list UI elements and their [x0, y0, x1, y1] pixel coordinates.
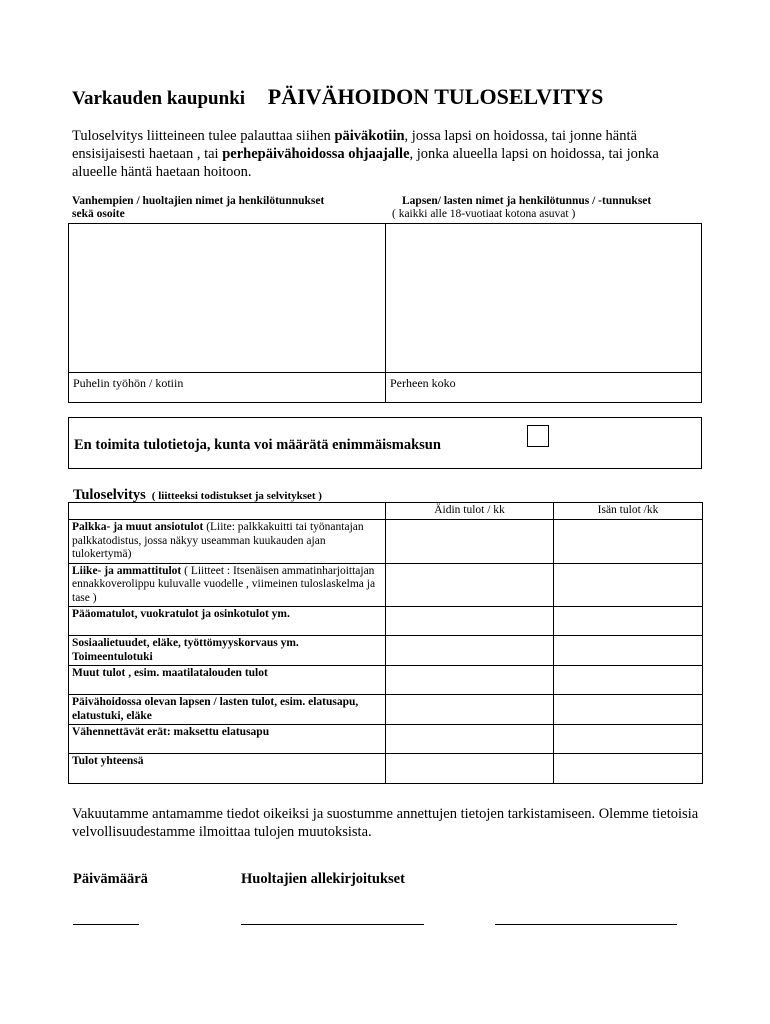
- table-row: [69, 666, 703, 695]
- mother-income-cell[interactable]: [386, 636, 554, 666]
- row-label-bold: Sosiaalietuudet, eläke, työttömyyskorvaus ym. Toimeentulotuki: [72, 637, 299, 663]
- row-label-rest: ( Liitteet : Itsenäisen ammatinharjoittajan ennakkoverolippu kuluvalle vuodelle , viimeinen tuloslaskelma ja tase ): [72, 564, 376, 604]
- row-label-bold: Muut tulot , esim. maatilatalouden tulot: [72, 667, 268, 679]
- mother-income-cell[interactable]: [386, 563, 554, 607]
- mother-income-cell[interactable]: [386, 520, 554, 564]
- intro-paragraph: [72, 127, 692, 181]
- children-label-line-2: ( kaikki alle 18-vuotiaat kotona asuvat ): [392, 208, 576, 220]
- income-table-header: [69, 503, 703, 520]
- date-line[interactable]: [73, 924, 139, 925]
- mother-income-cell[interactable]: [386, 725, 554, 754]
- row-label: [69, 563, 386, 607]
- row-label-bold: Palkka- ja muut ansiotulot: [72, 521, 204, 533]
- father-income-cell[interactable]: [554, 636, 703, 666]
- children-label: [392, 195, 692, 221]
- table-row: [69, 607, 703, 636]
- header-mother-income: Äidin tulot / kk: [386, 503, 554, 520]
- row-label: [69, 725, 386, 754]
- header-father-income: Isän tulot /kk: [554, 503, 703, 520]
- intro-text-2: , jossa lapsi on hoidossa, tai jonne häntä ensisijaisesti haetaan , tai: [72, 128, 637, 162]
- row-label: [69, 607, 386, 636]
- phone-field[interactable]: [73, 376, 383, 402]
- mother-income-cell[interactable]: [386, 607, 554, 636]
- row-label-bold: Tulot yhteensä: [72, 755, 144, 767]
- row-label-rest: (Liite: palkkakuitti tai työnantajan palkkatodistus, jossa näkyy useamman kuukauden ajan tulokertymä): [72, 521, 364, 560]
- phone-label: Puhelin työhön / kotiin: [73, 376, 184, 390]
- table-row: [69, 563, 703, 607]
- signatures-label: Huoltajien allekirjoitukset: [241, 871, 405, 887]
- no-income-checkbox[interactable]: [527, 425, 549, 447]
- table-row: [69, 754, 703, 784]
- parents-label-line-1: Vanhempien / huoltajien nimet ja henkilötunnukset: [72, 195, 325, 207]
- form-header: [72, 84, 603, 110]
- intro-bold-1: päiväkotiin: [334, 128, 405, 144]
- row-label-bold: Päivähoidossa olevan lapsen / lasten tulot, esim. elatusapu, elatustuki, eläke: [72, 696, 359, 722]
- contact-grid-row-divider: [68, 372, 702, 373]
- city-name: Varkauden kaupunki: [72, 88, 246, 109]
- no-income-notice-text: En toimita tulotietoja, kunta voi määrätä enimmäismaksun: [74, 437, 441, 453]
- children-field[interactable]: [386, 223, 702, 372]
- row-label-bold: Vähennettävät erät: maksettu elatusapu: [72, 726, 270, 738]
- parents-label: [72, 195, 372, 221]
- intro-bold-2: perhepäivähoidossa ohjaajalle: [222, 146, 410, 162]
- income-table: [68, 502, 703, 784]
- father-income-cell[interactable]: [554, 563, 703, 607]
- intro-text-3: , jonka alueella lapsi on hoidossa, tai jonka alueelle häntä haetaan hoitoon.: [72, 146, 659, 180]
- table-row: [69, 636, 703, 666]
- mother-income-cell[interactable]: [386, 666, 554, 695]
- form-title: PÄIVÄHOIDON TULOSELVITYS: [267, 84, 604, 109]
- signature-line-1[interactable]: [241, 924, 424, 925]
- row-label: [69, 520, 386, 564]
- date-label: Päivämäärä: [73, 871, 148, 887]
- family-size-field[interactable]: [390, 376, 700, 402]
- parents-label-line-2: sekä osoite: [72, 208, 125, 220]
- signature-line-2[interactable]: [495, 924, 677, 925]
- father-income-cell[interactable]: [554, 754, 703, 784]
- father-income-cell[interactable]: [554, 666, 703, 695]
- father-income-cell[interactable]: [554, 695, 703, 725]
- table-row: [69, 520, 703, 564]
- row-label-bold: Liike- ja ammattitulot: [72, 564, 182, 577]
- header-empty-cell: [69, 503, 386, 520]
- father-income-cell[interactable]: [554, 607, 703, 636]
- row-label: [69, 636, 386, 666]
- mother-income-cell[interactable]: [386, 754, 554, 784]
- father-income-cell[interactable]: [554, 725, 703, 754]
- income-heading-sub: ( liitteeksi todistukset ja selvitykset ): [151, 490, 322, 502]
- mother-income-cell[interactable]: [386, 695, 554, 725]
- father-income-cell[interactable]: [554, 520, 703, 564]
- parents-field[interactable]: [68, 223, 385, 372]
- row-label: [69, 754, 386, 784]
- children-label-line-1: Lapsen/ lasten nimet ja henkilötunnus / -tunnukset: [402, 195, 652, 207]
- row-label-bold: Pääomatulot, vuokratulot ja osinkotulot ym.: [72, 608, 290, 620]
- row-label: [69, 666, 386, 695]
- income-heading-title: Tuloselvitys: [73, 487, 146, 503]
- confirmation-text: Vakuutamme antamamme tiedot oikeiksi ja suostumme annettujen tietojen tarkistamiseen. Olemme tietoisia velvollisuudestamme ilmoittaa tulojen muutoksista.: [72, 806, 699, 840]
- table-row: [69, 725, 703, 754]
- table-row: [69, 695, 703, 725]
- intro-text-1: Tuloselvitys liitteineen tulee palauttaa siihen: [72, 128, 335, 144]
- family-size-label: Perheen koko: [390, 376, 456, 390]
- row-label: [69, 695, 386, 725]
